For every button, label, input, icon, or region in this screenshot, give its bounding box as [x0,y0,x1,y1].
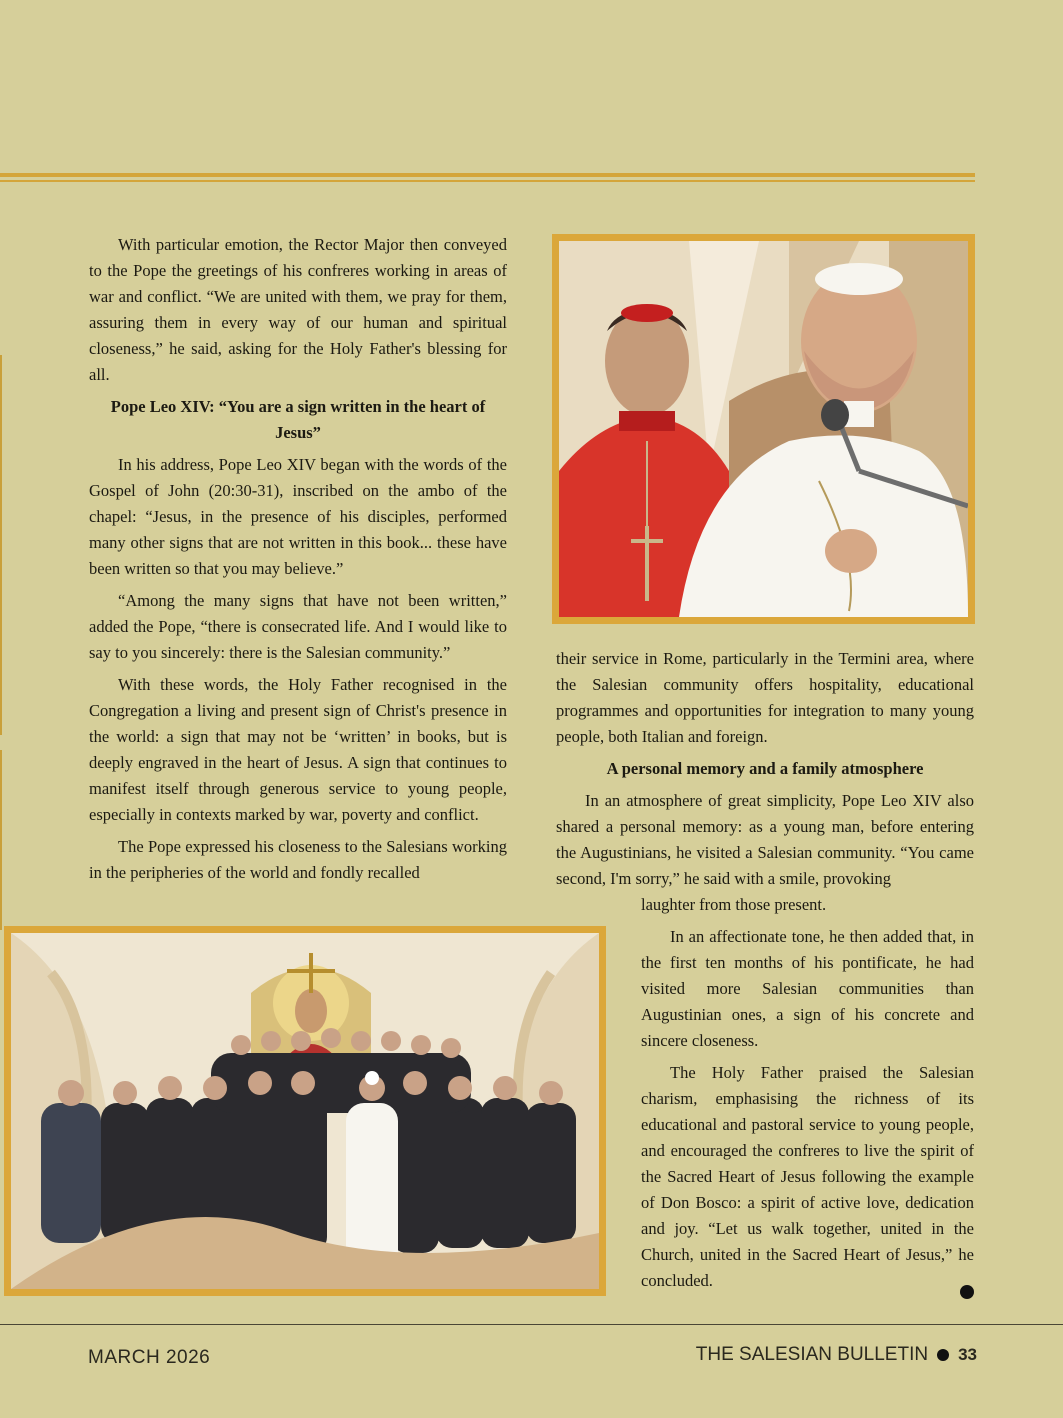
issue-date: MARCH 2026 [88,1347,211,1368]
paragraph: The Pope expressed his closeness to the Salesians working in the peripheries of the world and fondly recalled [89,837,507,882]
paragraph: In an affectionate tone, he then added that, in the first ten months of his pontificate, he had visited more Salesian communities than Augustinian ones, a sign of his concrete and sincere closeness. [641,927,974,1050]
text-column-left [89,232,507,892]
footer-publication [696,1344,977,1366]
text-column-right [556,646,974,898]
paragraph: In an atmosphere of great simplicity, Pope Leo XIV also shared a personal memory: as a young man, before entering the Augustinians, he visited a Salesian community. “You came second, I'm sorry,” he said with a smile, provoking [556,791,974,888]
side-marker [0,750,2,930]
paragraph: their service in Rome, particularly in the Termini area, where the Salesian community offers hospitality, educational programmes and opportunities for integration to many young people, both Italian and foreign. [556,649,974,746]
photo-illustration [11,933,599,1289]
separator-dot-icon [937,1349,949,1361]
header-rule-thin [0,180,975,182]
pope-cardinal-photo [552,234,975,624]
group-photo [4,926,606,1296]
page-number: 33 [958,1345,977,1364]
paragraph: In his address, Pope Leo XIV began with the words of the Gospel of John (20:30-31), inscribed on the ambo of the chapel: “Jesus, in the presence of his disciples, performed many other signs that are not written in this book... these have been written so that you may believe.” [89,455,507,578]
section-heading: A personal memory and a family atmosphere [606,759,924,778]
paragraph: The Holy Father praised the Salesian charism, emphasising the richness of its educational and pastoral service to young people, and encouraged the confreres to live the spirit of the Sacred Heart of Jesus following the example of Don Bosco: a spirit of active love, dedication and joy. “Let us walk together, united in the Church, united in the Sacred Heart of Jesus,” he concluded. [641,1063,974,1290]
photo-illustration [559,241,968,617]
paragraph: With particular emotion, the Rector Major then conveyed to the Pope the greetings of his confreres working in areas of war and conflict. “We are united with them, we pray for them, assuring them in every way of our human and spiritual closeness,” he said, asking for the Holy Father's blessing for all. [89,235,507,384]
paragraph: laughter from those present. [641,895,827,914]
text-column-bottom-right [641,892,974,1300]
header-rule [0,173,975,177]
footer-rule [0,1324,1063,1325]
paragraph: “Among the many signs that have not been written,” added the Pope, “there is consecrated life. And I would like to say to you sincerely: there is the Salesian community.” [89,591,507,662]
side-marker [0,355,2,735]
publication-name: THE SALESIAN BULLETIN [695,1344,929,1365]
paragraph: With these words, the Holy Father recognised in the Congregation a living and present sign of Christ's presence in the world: a sign that may not be ‘written’ in books, but is deeply engraved in the heart of Jesus. A sign that continues to manifest itself through generous service to young people, especially in contexts marked by war, poverty and conflict. [89,675,507,824]
end-of-article-dot [960,1285,974,1299]
section-heading: Pope Leo XIV: “You are a sign written in the heart of Jesus” [110,397,486,442]
